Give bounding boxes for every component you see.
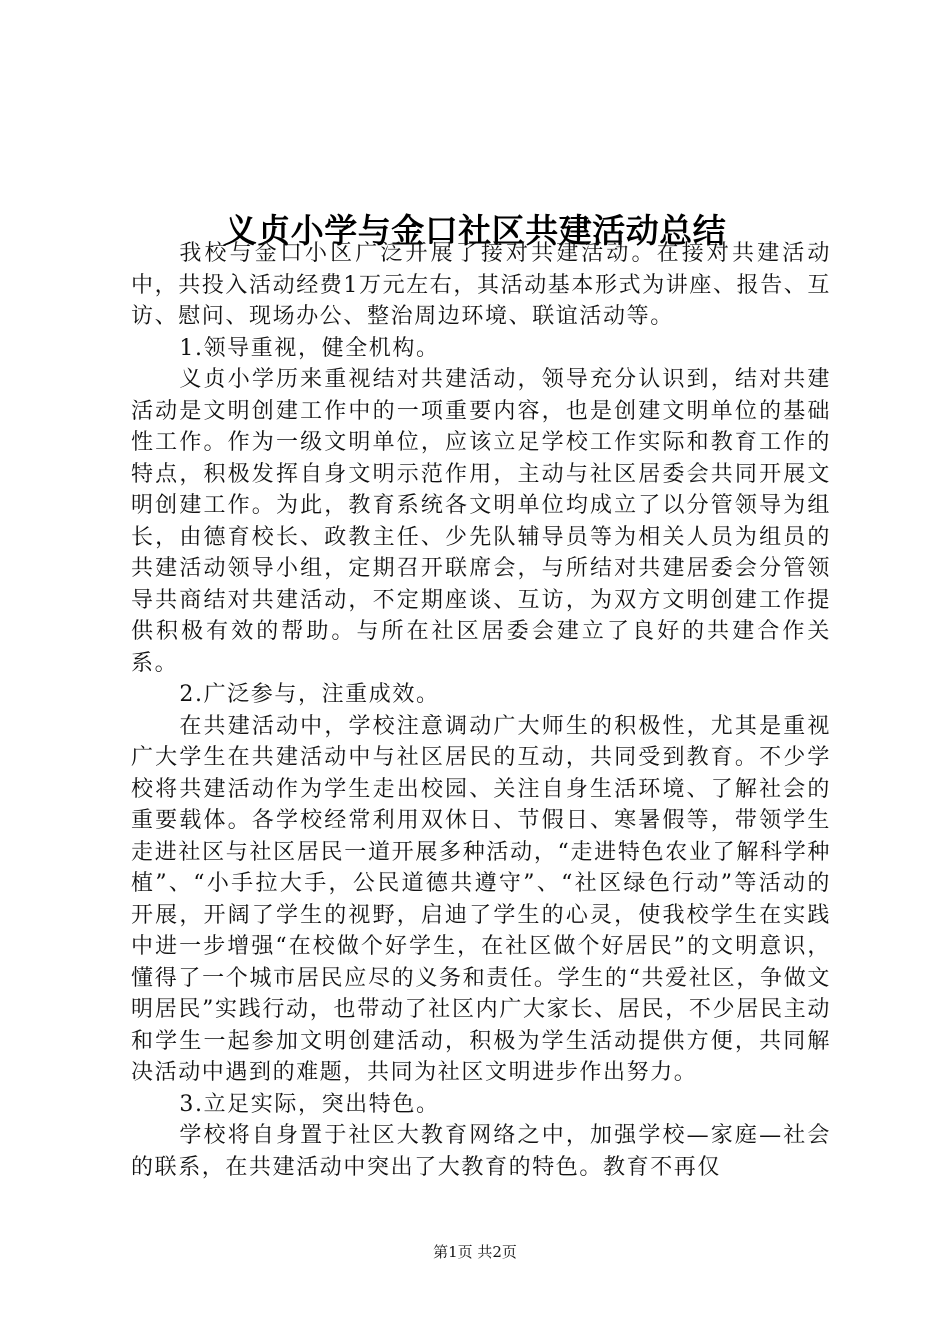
paragraph-section-1: 义贞小学历来重视结对共建活动，领导充分认识到，结对共建活动是文明创建工作中的一项重要内容，也是创建文明单位的基础性工作。作为一级文明单位，应该立足学校工作实际和教育工作的特点，积极发挥自身文明示范作用，主动与社区居委会共同开展文明创建工作。为此，教育系统各文明单位均成立了以分管领导为组长，由德育校长、政教主任、少先队辅导员等为相关人员为组员的共建活动领导小组，定期召开联席会，与所结对共建居委会分管领导共商结对共建活动，不定期座谈、互访，为双方文明创建工作提供积极有效的帮助。与所在社区居委会建立了良好的共建合作关系。	[131, 367, 831, 676]
paragraph-intro: 我校与金口小区广泛开展了接对共建活动。在接对共建活动中，共投入活动经费1万元左右，其活动基本形式为讲座、报告、互访、慰问、现场办公、整治周边环境、联谊活动等。	[131, 241, 831, 329]
document-title: 义贞小学与金口社区共建活动总结	[223, 211, 727, 251]
section-heading-2: 2.广泛参与，注重成效。	[179, 682, 440, 707]
page-number-footer: 第1页 共2页	[433, 1243, 517, 1261]
document-body	[131, 238, 831, 1183]
paragraph-section-3: 学校将自身置于社区大教育网络之中，加强学校—家庭—社会的联系，在共建活动中突出了大教育的特色。教育不再仅	[131, 1123, 831, 1180]
paragraph-section-2: 在共建活动中，学校注意调动广大师生的积极性，尤其是重视广大学生在共建活动中与社区居民的互动，共同受到教育。不少学校将共建活动作为学生走出校园、关注自身生活环境、了解社会的重要载体。各学校经常利用双休日、节假日、寒暑假等，带领学生走进社区与社区居民一道开展多种活动，“走进特色农业了解科学种植”、“小手拉大手，公民道德共遵守”、“社区绿色行动”等活动的开展，开阔了学生的视野，启迪了学生的心灵，使我校学生在实践中进一步增强“在校做个好学生，在社区做个好居民”的文明意识，懂得了一个城市居民应尽的义务和责任。学生的“共爱社区，争做文明居民”实践行动，也带动了社区内广大家长、居民，不少居民主动和学生一起参加文明创建活动，积极为学生活动提供方便，共同解决活动中遇到的难题，共同为社区文明进步作出努力。	[131, 713, 831, 1085]
section-heading-3: 3.立足实际，突出特色。	[179, 1091, 440, 1117]
section-heading-1: 1.领导重视，健全机构。	[179, 335, 440, 361]
